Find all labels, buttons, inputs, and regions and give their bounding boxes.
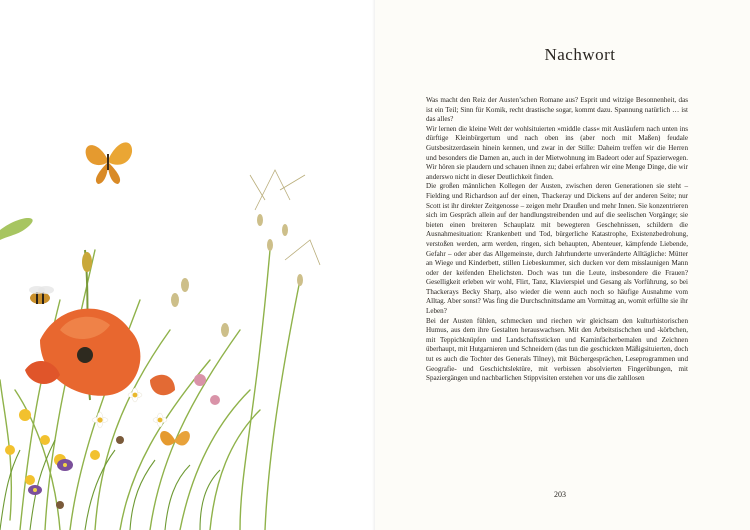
butterfly-top [86, 142, 132, 184]
paragraph: Die großen männlichen Kollegen der Austen, zwischen deren Generationen sie steht – Fielding und Richardson auf der einen, Thackeray und Dickens auf der anderen Seite; nur Scott ist ihr direkter Zeitgenosse – zeigen mehr Draußen und mehr Innen. Sie konzentrieren sich im Gespräch allein auf der handlungstreibenden und auf die seelischen Vorgänge; sie bieten einen breiteren Schauplatz mit bewegteren Geschehnissen, schildern die Ausnahmesituation: Krankenbett und Tod, bürgerliche Katastrophe, Existenzbedrohung, verstoßen werden, arm werden, ringen, sich behaupten, Abenteuer, kämpfende Liebende, Gefahr – oder aber das Allgemeinste, durch Jahrhunderte unveränderte Alltägliche: Mütter an Wiege und Kinderbett, stillen Liebeskummer, sich ducken vor dem misslaunigen Mann oder der keifenden Ehelichsten. Doch was tun die Leute, insbesondere die Frauen? Geselligkeit erleben wir wohl, Flirt, Tanz, Klavierspiel und Gesang als Vorführung, so bei Thackerays Becky Sharp, also wieder die wenn auch noch so häufige Ausnahme vom Alltag. Aber sonst? Was fing die Durchschnittsdame am Vormittag an, womit erfüllte sie ihr Leben? [426, 182, 688, 316]
paragraph: Wir lernen die kleine Welt der wohlsituierten »middle class« mit Ausläufern nach unten ins dürftige Kleinbürgertum und nach oben ins (aber noch mit Maßen) feudale Gutsbesitzerdasein hinein kennen, und zwar in der Stille: Daheim treffen wir die Herren und besonders die Damen an, auch in der Mietwohnung im Badeort oder auf Spazierwegen. Wir hören sie plaudern und schauen ihnen zu; dabei erfahren wir eine Menge Dinge, die wir anderswo nicht in dieser Deutlichkeit finden. [426, 124, 688, 181]
page-title: Nachwort [544, 45, 616, 64]
afterword-text [426, 96, 688, 384]
page-number: 203 [554, 490, 566, 499]
butterfly-bottom [160, 431, 190, 446]
bee [29, 286, 54, 304]
paragraph: Bei der Austen fühlen, schmecken und riechen wir gleichsam den kulturhistorischen Humus, aus dem ihre Gestalten herauswachsen. Mit den Arbeitstischchen und -körbchen, mit Teppichknüpfen und Landschaftssticken und Kaminfächerbemalen und Zeichnen überhaupt, mit Hutgarnieren und Schneidern (das tun die geschickten Mäßigsituierten, doch tut es auch die Tochter des Generals Tilney), mit Büchergesprächen, Leseprogrammen und Geografie- und Geschichtslektüre, mit verbissen absolvierten Fingerübungen, mit Spaziergängen und nachbarlichen Stippvisiten erstehen vor uns die zahllosen [426, 316, 688, 383]
poppy [25, 309, 175, 396]
paragraph: Was macht den Reiz der Austen’schen Romane aus? Esprit und witzige Besonnenheit, das ist ein Teil; Sinn für Komik, recht drastische sogar, kommt dazu. Spannung natürlich … ist das alles? [426, 96, 688, 124]
